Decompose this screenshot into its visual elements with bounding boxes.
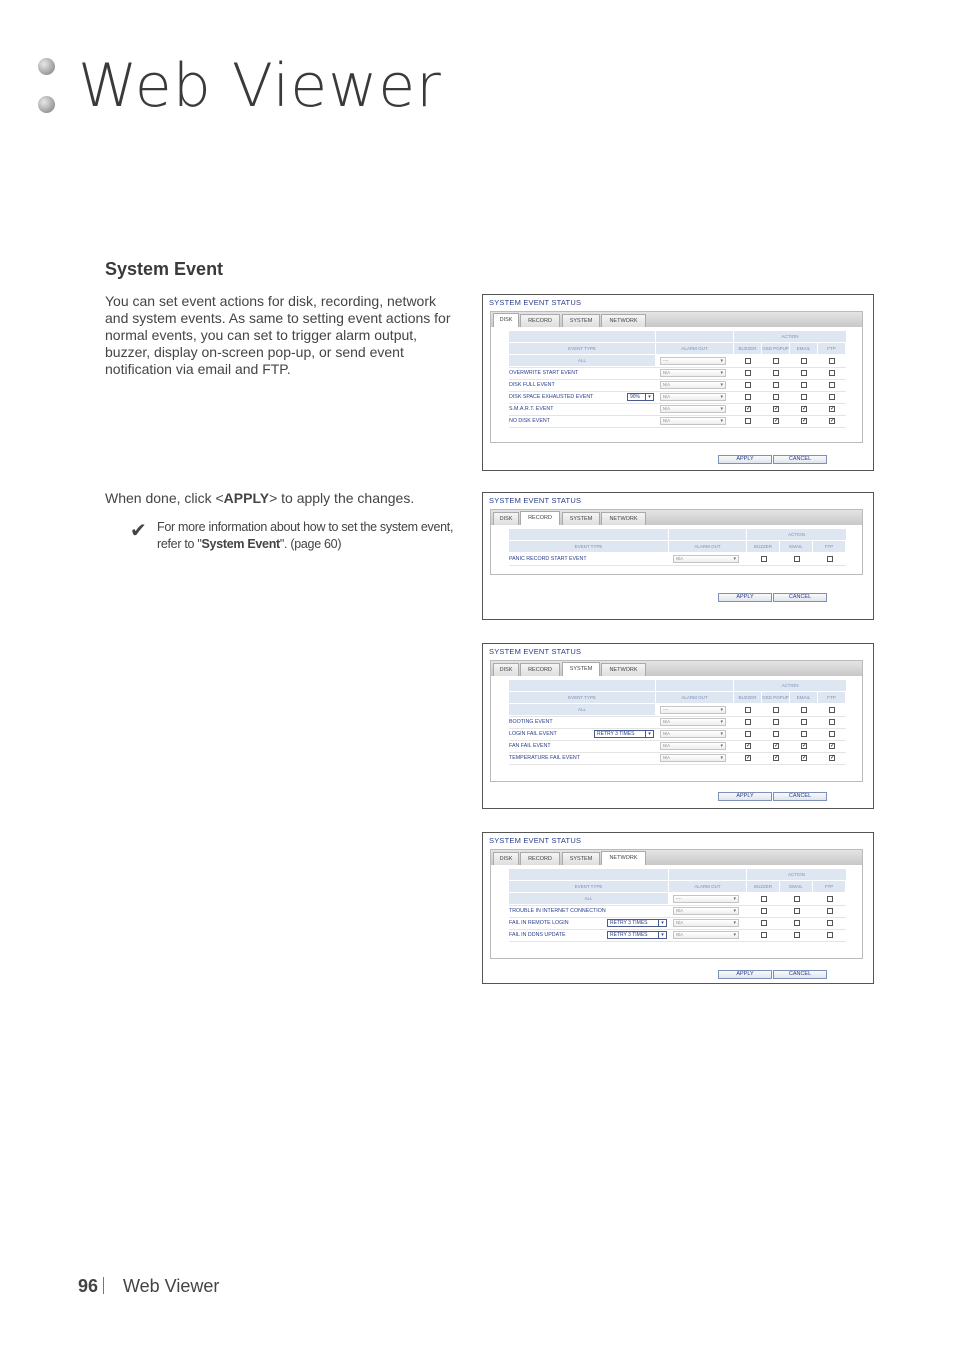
event-row-3-alarm-select[interactable]: N/A ▾ bbox=[660, 742, 726, 750]
panel-title: SYSTEM EVENT STATUS bbox=[489, 496, 582, 505]
event-table bbox=[490, 327, 863, 443]
event-row-4-email-checkbox[interactable]: ✓ bbox=[802, 406, 808, 412]
event-table bbox=[490, 676, 863, 782]
row-divider bbox=[509, 427, 846, 428]
event-row-5-ftp-checkbox[interactable]: ✓ bbox=[830, 418, 836, 424]
event-row-2-alarm-select[interactable]: N/A ▾ bbox=[660, 381, 726, 389]
event-table bbox=[490, 865, 863, 959]
event-row-4-osd-popup-checkbox[interactable]: ✓ bbox=[774, 755, 780, 761]
event-row-1-ftp-checkbox[interactable] bbox=[829, 370, 835, 376]
apply-button[interactable]: APPLY bbox=[718, 792, 772, 801]
event-row-4-alarm-select[interactable]: N/A ▾ bbox=[660, 754, 726, 762]
row-divider bbox=[509, 379, 846, 380]
panel-title: SYSTEM EVENT STATUS bbox=[489, 647, 582, 656]
apply-instruction-bold: APPLY bbox=[223, 490, 270, 506]
all-row-label: ALL bbox=[577, 707, 586, 712]
event-row-2-osd-popup-checkbox[interactable] bbox=[773, 382, 779, 388]
alarm-header-blank bbox=[656, 680, 733, 691]
event-row-1-alarm-select[interactable]: N/A ▾ bbox=[660, 369, 726, 377]
event-row-2-buzzer-checkbox[interactable] bbox=[745, 382, 751, 388]
event-row-5-osd-popup-checkbox[interactable]: ✓ bbox=[774, 418, 780, 424]
all-row-label: ALL bbox=[584, 896, 593, 901]
disk-event-panel bbox=[482, 294, 874, 471]
tab-system[interactable]: SYSTEM bbox=[562, 662, 600, 678]
all-row-buzzer-checkbox[interactable] bbox=[745, 707, 751, 713]
event-row-1-buzzer-checkbox[interactable] bbox=[761, 556, 767, 562]
row-divider bbox=[509, 565, 846, 566]
column-header-email: EMAIL bbox=[780, 541, 812, 552]
event-row-4-label: S.M.A.R.T. EVENT bbox=[509, 406, 554, 412]
footer-divider bbox=[103, 1277, 104, 1294]
event-row-3-email-checkbox[interactable] bbox=[801, 394, 807, 400]
event-row-3-threshold-select[interactable] bbox=[627, 393, 654, 401]
panel-title: SYSTEM EVENT STATUS bbox=[489, 836, 582, 845]
tab-system[interactable]: SYSTEM bbox=[562, 314, 600, 328]
event-row-2-osd-popup-checkbox[interactable] bbox=[773, 731, 779, 737]
row-divider bbox=[509, 929, 846, 930]
event-row-1-ftp-checkbox[interactable] bbox=[827, 908, 833, 914]
event-row-1-alarm-select[interactable]: N/A ▾ bbox=[660, 718, 726, 726]
tab-disk[interactable]: DISK bbox=[493, 512, 519, 526]
event-row-2-ftp-checkbox[interactable] bbox=[829, 731, 835, 737]
tab-disk[interactable]: DISK bbox=[493, 313, 519, 329]
note-bold: System Event bbox=[201, 537, 280, 551]
all-row-email-checkbox[interactable] bbox=[801, 358, 807, 364]
event-row-5-label: NO DISK EVENT bbox=[509, 418, 550, 424]
note-text bbox=[157, 519, 467, 553]
tab-bar bbox=[490, 849, 863, 866]
event-row-1-email-checkbox[interactable] bbox=[801, 370, 807, 376]
apply-instruction bbox=[105, 490, 465, 506]
row-divider bbox=[509, 905, 846, 906]
event-row-3-threshold-select[interactable] bbox=[607, 931, 667, 939]
type-header-blank bbox=[509, 680, 655, 691]
column-header-buzzer: BUZZER bbox=[747, 541, 779, 552]
row-divider bbox=[509, 752, 846, 753]
event-row-2-buzzer-checkbox[interactable] bbox=[745, 731, 751, 737]
event-row-1-ftp-checkbox[interactable] bbox=[827, 556, 833, 562]
event-row-3-threshold-value: 90% bbox=[630, 394, 641, 400]
row-divider bbox=[509, 941, 846, 942]
event-row-1-label: TROUBLE IN INTERNET CONNECTION bbox=[509, 908, 606, 914]
event-row-4-label: TEMPERATURE FAIL EVENT bbox=[509, 755, 580, 761]
cancel-button[interactable]: CANCEL bbox=[773, 970, 827, 979]
event-row-2-ftp-checkbox[interactable] bbox=[829, 382, 835, 388]
event-row-1-buzzer-checkbox[interactable] bbox=[761, 908, 767, 914]
alarm-header-blank bbox=[669, 529, 746, 540]
all-row-osd-popup-checkbox[interactable] bbox=[773, 707, 779, 713]
row-divider bbox=[509, 415, 846, 416]
check-mark-icon: ✔ bbox=[130, 520, 147, 542]
event-row-3-osd-popup-checkbox[interactable] bbox=[773, 394, 779, 400]
event-row-2-alarm-select[interactable]: N/A ▾ bbox=[673, 919, 739, 927]
event-row-1-label: PANIC RECORD START EVENT bbox=[509, 556, 587, 562]
title-bullets bbox=[36, 56, 56, 116]
event-row-3-label: FAN FAIL EVENT bbox=[509, 743, 551, 749]
section-intro: You can set event actions for disk, recording, network and system events. As same to setting event actions for normal events, you can set to trigger alarm output, buzzer, display on-screen pop-up, or send event notification via email and FTP. bbox=[105, 293, 451, 377]
event-table bbox=[490, 525, 863, 575]
event-row-5-alarm-select[interactable]: N/A ▾ bbox=[660, 417, 726, 425]
event-row-3-osd-popup-checkbox[interactable]: ✓ bbox=[774, 743, 780, 749]
event-row-2-label: LOGIN FAIL EVENT bbox=[509, 731, 557, 737]
column-header-buzzer: BUZZER bbox=[747, 881, 779, 892]
row-divider bbox=[509, 740, 846, 741]
page-title: Web Viewer bbox=[78, 51, 442, 121]
event-row-1-label: OVERWRITE START EVENT bbox=[509, 370, 579, 376]
panel-title: SYSTEM EVENT STATUS bbox=[489, 298, 582, 307]
event-row-2-threshold-select[interactable] bbox=[594, 730, 654, 738]
cancel-button[interactable]: CANCEL bbox=[773, 455, 827, 464]
chevron-down-icon: ▾ bbox=[658, 932, 666, 938]
event-row-5-email-checkbox[interactable]: ✓ bbox=[802, 418, 808, 424]
event-row-3-ftp-checkbox[interactable] bbox=[829, 394, 835, 400]
row-divider bbox=[509, 367, 846, 368]
column-header-osd-popup: OSD POPUP bbox=[762, 692, 789, 703]
type-header-blank bbox=[509, 869, 668, 880]
apply-button[interactable]: APPLY bbox=[718, 593, 772, 602]
row-divider bbox=[509, 391, 846, 392]
event-row-1-email-checkbox[interactable] bbox=[801, 719, 807, 725]
event-row-3-buzzer-checkbox[interactable] bbox=[761, 932, 767, 938]
event-row-2-ftp-checkbox[interactable] bbox=[827, 920, 833, 926]
event-row-2-buzzer-checkbox[interactable] bbox=[761, 920, 767, 926]
column-header-ftp: FTP bbox=[818, 692, 845, 703]
event-row-1-ftp-checkbox[interactable] bbox=[829, 719, 835, 725]
event-row-2-email-checkbox[interactable] bbox=[801, 731, 807, 737]
event-row-4-osd-popup-checkbox[interactable]: ✓ bbox=[774, 406, 780, 412]
note-suffix: ". (page 60) bbox=[279, 537, 342, 551]
event-row-1-alarm-select[interactable]: N/A ▾ bbox=[673, 555, 739, 563]
event-row-1-label: BOOTING EVENT bbox=[509, 719, 553, 725]
type-header-blank bbox=[509, 529, 668, 540]
all-row-alarm-select[interactable]: ---- ▾ bbox=[660, 357, 726, 365]
column-header-ftp: FTP bbox=[813, 541, 845, 552]
chevron-down-icon: ▾ bbox=[645, 731, 653, 737]
all-row-alarm-select[interactable]: ---- ▾ bbox=[673, 895, 739, 903]
tab-network[interactable]: NETWORK bbox=[601, 851, 646, 867]
apply-instruction-suffix: > to apply the changes. bbox=[269, 490, 415, 506]
all-row-buzzer-checkbox[interactable] bbox=[761, 896, 767, 902]
action-header: ACTION bbox=[747, 869, 846, 880]
column-header-ftp: FTP bbox=[813, 881, 845, 892]
column-header-osd-popup: OSD POPUP bbox=[762, 343, 789, 354]
event-type-header: EVENT TYPE bbox=[509, 881, 668, 892]
note-prefix: For more information about how to set the system event, refer to " bbox=[157, 520, 454, 551]
event-row-2-alarm-select[interactable]: N/A ▾ bbox=[660, 730, 726, 738]
event-row-4-alarm-select[interactable]: N/A ▾ bbox=[660, 405, 726, 413]
tab-system[interactable]: SYSTEM bbox=[562, 852, 600, 866]
event-row-4-email-checkbox[interactable]: ✓ bbox=[802, 755, 808, 761]
event-row-2-threshold-value: RETRY 3 TIMES bbox=[597, 731, 635, 737]
tab-record[interactable]: RECORD bbox=[520, 511, 560, 527]
row-divider bbox=[509, 716, 846, 717]
record-event-panel bbox=[482, 492, 874, 620]
all-row-buzzer-checkbox[interactable] bbox=[745, 358, 751, 364]
event-row-1-osd-popup-checkbox[interactable] bbox=[773, 719, 779, 725]
row-divider bbox=[509, 728, 846, 729]
tab-bar bbox=[490, 509, 863, 526]
alarm-header-blank bbox=[656, 331, 733, 342]
event-row-3-ftp-checkbox[interactable]: ✓ bbox=[830, 743, 836, 749]
tab-record[interactable]: RECORD bbox=[520, 852, 560, 866]
all-row-ftp-checkbox[interactable] bbox=[829, 358, 835, 364]
cancel-button[interactable]: CANCEL bbox=[773, 593, 827, 602]
tab-disk[interactable]: DISK bbox=[493, 663, 519, 677]
all-row-label: ALL bbox=[577, 358, 586, 363]
event-row-3-threshold-value: RETRY 3 TIMES bbox=[610, 932, 648, 938]
column-header-ftp: FTP bbox=[818, 343, 845, 354]
chevron-down-icon: ▾ bbox=[645, 394, 653, 400]
all-row-ftp-checkbox[interactable] bbox=[829, 707, 835, 713]
event-row-3-alarm-select[interactable]: N/A ▾ bbox=[660, 393, 726, 401]
event-row-1-email-checkbox[interactable] bbox=[794, 908, 800, 914]
column-header-buzzer: BUZZER bbox=[734, 692, 761, 703]
network-event-panel bbox=[482, 832, 874, 984]
event-row-2-label: DISK FULL EVENT bbox=[509, 382, 555, 388]
tab-bar bbox=[490, 311, 863, 328]
row-divider bbox=[509, 764, 846, 765]
all-row-email-checkbox[interactable] bbox=[801, 707, 807, 713]
chevron-down-icon: ▾ bbox=[658, 920, 666, 926]
section-title: System Event bbox=[105, 259, 224, 279]
alarm-out-header: ALARM OUT bbox=[656, 692, 733, 703]
system-event-panel bbox=[482, 643, 874, 809]
page-number: 96 bbox=[78, 1276, 99, 1296]
event-row-3-ftp-checkbox[interactable] bbox=[827, 932, 833, 938]
cancel-button[interactable]: CANCEL bbox=[773, 792, 827, 801]
event-row-3-label: FAIL IN DDNS UPDATE bbox=[509, 932, 566, 938]
tab-bar bbox=[490, 660, 863, 677]
event-row-2-email-checkbox[interactable] bbox=[801, 382, 807, 388]
all-row-ftp-checkbox[interactable] bbox=[827, 896, 833, 902]
event-row-3-buzzer-checkbox[interactable] bbox=[745, 394, 751, 400]
column-header-email: EMAIL bbox=[780, 881, 812, 892]
column-header-email: EMAIL bbox=[790, 692, 817, 703]
alarm-out-header: ALARM OUT bbox=[656, 343, 733, 354]
action-header: ACTION bbox=[734, 680, 846, 691]
apply-button[interactable]: APPLY bbox=[718, 455, 772, 464]
event-row-1-buzzer-checkbox[interactable] bbox=[745, 370, 751, 376]
all-row-alarm-select[interactable]: ---- ▾ bbox=[660, 706, 726, 714]
event-row-2-threshold-value: RETRY 3 TIMES bbox=[610, 920, 648, 926]
event-row-5-buzzer-checkbox[interactable] bbox=[745, 418, 751, 424]
alarm-out-header: ALARM OUT bbox=[669, 541, 746, 552]
event-row-1-email-checkbox[interactable] bbox=[794, 556, 800, 562]
tab-network[interactable]: NETWORK bbox=[601, 314, 646, 328]
tab-network[interactable]: NETWORK bbox=[601, 663, 646, 677]
row-divider bbox=[509, 403, 846, 404]
apply-button[interactable]: APPLY bbox=[718, 970, 772, 979]
event-type-header: EVENT TYPE bbox=[509, 541, 668, 552]
tab-network[interactable]: NETWORK bbox=[601, 512, 646, 526]
bullet-icon bbox=[38, 96, 55, 113]
type-header-blank bbox=[509, 331, 655, 342]
event-row-1-osd-popup-checkbox[interactable] bbox=[773, 370, 779, 376]
event-row-3-label: DISK SPACE EXHAUSTED EVENT bbox=[509, 394, 594, 400]
footer-label: Web Viewer bbox=[123, 1276, 220, 1296]
action-header: ACTION bbox=[734, 331, 846, 342]
column-header-buzzer: BUZZER bbox=[734, 343, 761, 354]
event-type-header: EVENT TYPE bbox=[509, 692, 655, 703]
event-row-1-alarm-select[interactable]: N/A ▾ bbox=[673, 907, 739, 915]
tab-disk[interactable]: DISK bbox=[493, 852, 519, 866]
tab-system[interactable]: SYSTEM bbox=[562, 512, 600, 526]
action-header: ACTION bbox=[747, 529, 846, 540]
event-row-3-email-checkbox[interactable]: ✓ bbox=[802, 743, 808, 749]
tab-record[interactable]: RECORD bbox=[520, 314, 560, 328]
event-type-header: EVENT TYPE bbox=[509, 343, 655, 354]
alarm-out-header: ALARM OUT bbox=[669, 881, 746, 892]
apply-instruction-prefix: When done, click < bbox=[105, 490, 224, 506]
event-row-1-buzzer-checkbox[interactable] bbox=[745, 719, 751, 725]
event-row-2-label: FAIL IN REMOTE LOGIN bbox=[509, 920, 569, 926]
tab-record[interactable]: RECORD bbox=[520, 663, 560, 677]
event-row-4-buzzer-checkbox[interactable]: ✓ bbox=[746, 406, 752, 412]
event-row-2-threshold-select[interactable] bbox=[607, 919, 667, 927]
event-row-4-buzzer-checkbox[interactable]: ✓ bbox=[746, 755, 752, 761]
column-header-email: EMAIL bbox=[790, 343, 817, 354]
all-row-email-checkbox[interactable] bbox=[794, 896, 800, 902]
event-row-3-buzzer-checkbox[interactable]: ✓ bbox=[746, 743, 752, 749]
event-row-3-alarm-select[interactable]: N/A ▾ bbox=[673, 931, 739, 939]
event-row-4-ftp-checkbox[interactable]: ✓ bbox=[830, 406, 836, 412]
event-row-3-email-checkbox[interactable] bbox=[794, 932, 800, 938]
event-row-2-email-checkbox[interactable] bbox=[794, 920, 800, 926]
row-divider bbox=[509, 917, 846, 918]
bullet-icon bbox=[38, 58, 55, 75]
all-row-osd-popup-checkbox[interactable] bbox=[773, 358, 779, 364]
alarm-header-blank bbox=[669, 869, 746, 880]
event-row-4-ftp-checkbox[interactable]: ✓ bbox=[830, 755, 836, 761]
